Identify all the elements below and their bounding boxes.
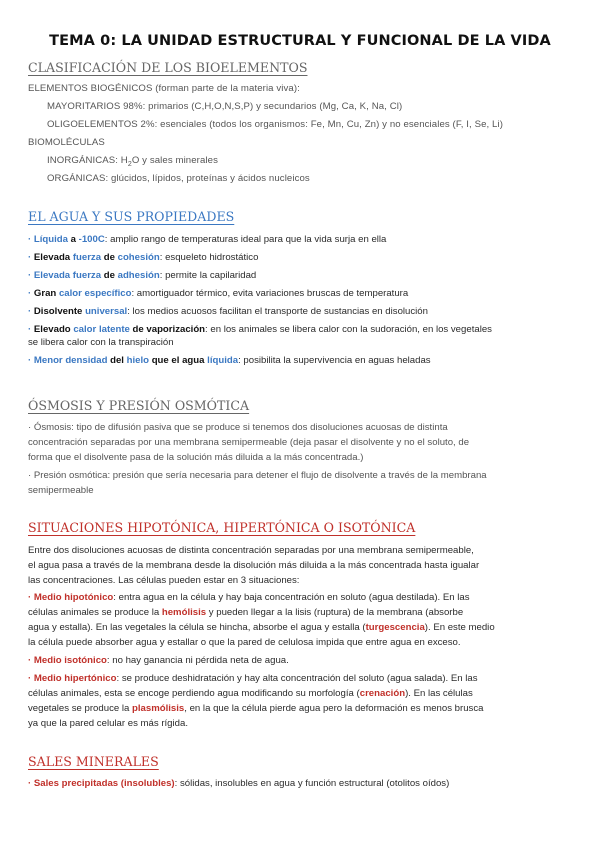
heading-osmosis: ÓSMOSIS Y PRESIÓN OSMÓTICA xyxy=(28,398,250,413)
hipotonico-line-3: agua y estalla). En las vegetales la célula se hincha, absorbe el agua y estalla (turgescencia). En este medio xyxy=(28,622,495,633)
item-cohesion: · Elevada fuerza de cohesión: esqueleto hidrostático xyxy=(28,252,259,263)
intro-line-3: las concentraciones. Las células pueden estar en 3 situaciones: xyxy=(28,575,300,586)
item-adhesion: · Elevada fuerza de adhesión: permite la capilaridad xyxy=(28,270,257,281)
osmosis-line-2: concentración separadas por una membrana semipermeable (deja pasar el disolvente y no el soluto, de xyxy=(28,437,470,448)
osmosis-line-1: · Ósmosis: tipo de difusión pasiva que se produce si tenemos dos disoluciones acuosas de distinta xyxy=(28,422,448,433)
heading-situaciones: SITUACIONES HIPOTÓNICA, HIPERTÓNICA O ISOTÓNICA xyxy=(28,520,416,535)
presion-line-1: · Presión osmótica: presión que sería necesaria para detener el flujo de disolvente a través de la membrana xyxy=(28,470,487,481)
item-calor-especifico: · Gran calor específico: amortiguador térmico, evita variaciones bruscas de temperatura xyxy=(28,288,409,299)
hipertonico-line-3: vegetales se produce la plasmólisis, en la que la célula pierde agua pero la deformación es menos brusca xyxy=(28,703,484,714)
inorganicas-text: INORGÁNICAS: H xyxy=(47,155,128,166)
inorganicas-text-end: O y sales minerales xyxy=(131,155,218,166)
hipotonico-line-2: células animales se produce la hemólisis y pueden llegar a la lisis (ruptura) de la membrana (absorbe xyxy=(28,607,464,618)
page-title: TEMA 0: LA UNIDAD ESTRUCTURAL Y FUNCIONAL DE LA VIDA xyxy=(49,33,551,49)
item-calor-latente: · Elevado calor latente de vaporización: en los animales se libera calor con la sudoración, en los vegetales xyxy=(28,324,492,335)
line-oligoelementos: OLIGOELEMENTOS 2%: esenciales (todos los organismos: Fe, Mn, Cu, Zn) y no esenciales (F, I, Se, Li) xyxy=(47,119,504,130)
item-densidad: · Menor densidad del hielo que el agua líquida: posibilita la supervivencia en aguas heladas xyxy=(28,355,431,366)
item-calor-latente-cont: se libera calor con la transpiración xyxy=(28,337,174,348)
line-elementos-biogenicos: ELEMENTOS BIOGÉNICOS (forman parte de la materia viva): xyxy=(28,83,300,94)
intro-line-2: el agua pasa a través de la membrana desde la disolución más diluida a la más concentrada hasta igualar xyxy=(28,560,480,571)
heading-bioelementos: CLASIFICACIÓN DE LOS BIOELEMENTOS xyxy=(28,60,308,75)
heading-sales: SALES MINERALES xyxy=(28,754,159,769)
line-inorganicas xyxy=(47,154,218,171)
line-organicas: ORGÁNICAS: glúcidos, lípidos, proteínas y ácidos nucleicos xyxy=(47,173,310,184)
hipertonico-line-1: · Medio hipertónico: se produce deshidratación y hay alta concentración del soluto (agua salada). En las xyxy=(28,673,478,684)
hipertonico-line-2: células animales, esta se encoge perdiendo agua modificando su morfología (crenación). En las células xyxy=(28,688,473,699)
osmosis-line-3: forma que el disolvente pasa de la solución más diluida a la más concentrada.) xyxy=(28,452,364,463)
presion-line-2: semipermeable xyxy=(28,485,94,496)
hipertonico-line-4: ya que la pared celular es más rígida. xyxy=(28,718,188,729)
item-liquida: · Líquida a -100C: amplio rango de temperaturas ideal para que la vida surja en ella xyxy=(28,234,387,245)
line-biomoleculas: BIOMOLÉCULAS xyxy=(28,137,105,148)
hipotonico-line-4: la célula puede absorber agua y estallar o que la pared de celulosa impida que entre agua en exceso. xyxy=(28,637,461,648)
sales-precipitadas-line: · Sales precipitadas (insolubles): sólidas, insolubles en agua y función estructural (otolitos oídos) xyxy=(28,778,450,789)
heading-agua: EL AGUA Y SUS PROPIEDADES xyxy=(28,209,235,224)
item-disolvente: · Disolvente universal: los medios acuosos facilitan el transporte de sustancias en disolución xyxy=(28,306,428,317)
h2o-subscript: 2 xyxy=(127,160,132,168)
line-mayoritarios: MAYORITARIOS 98%: primarios (C,H,O,N,S,P) y secundarios (Mg, Ca, K, Na, Cl) xyxy=(47,101,403,112)
intro-line-1: Entre dos disoluciones acuosas de distinta concentración separadas por una membrana semipermeable, xyxy=(28,545,474,556)
isotonico-line: · Medio isotónico: no hay ganancia ni pérdida neta de agua. xyxy=(28,655,289,666)
hipotonico-line-1: · Medio hipotónico: entra agua en la célula y hay baja concentración en soluto (agua destilada). En las xyxy=(28,592,470,603)
